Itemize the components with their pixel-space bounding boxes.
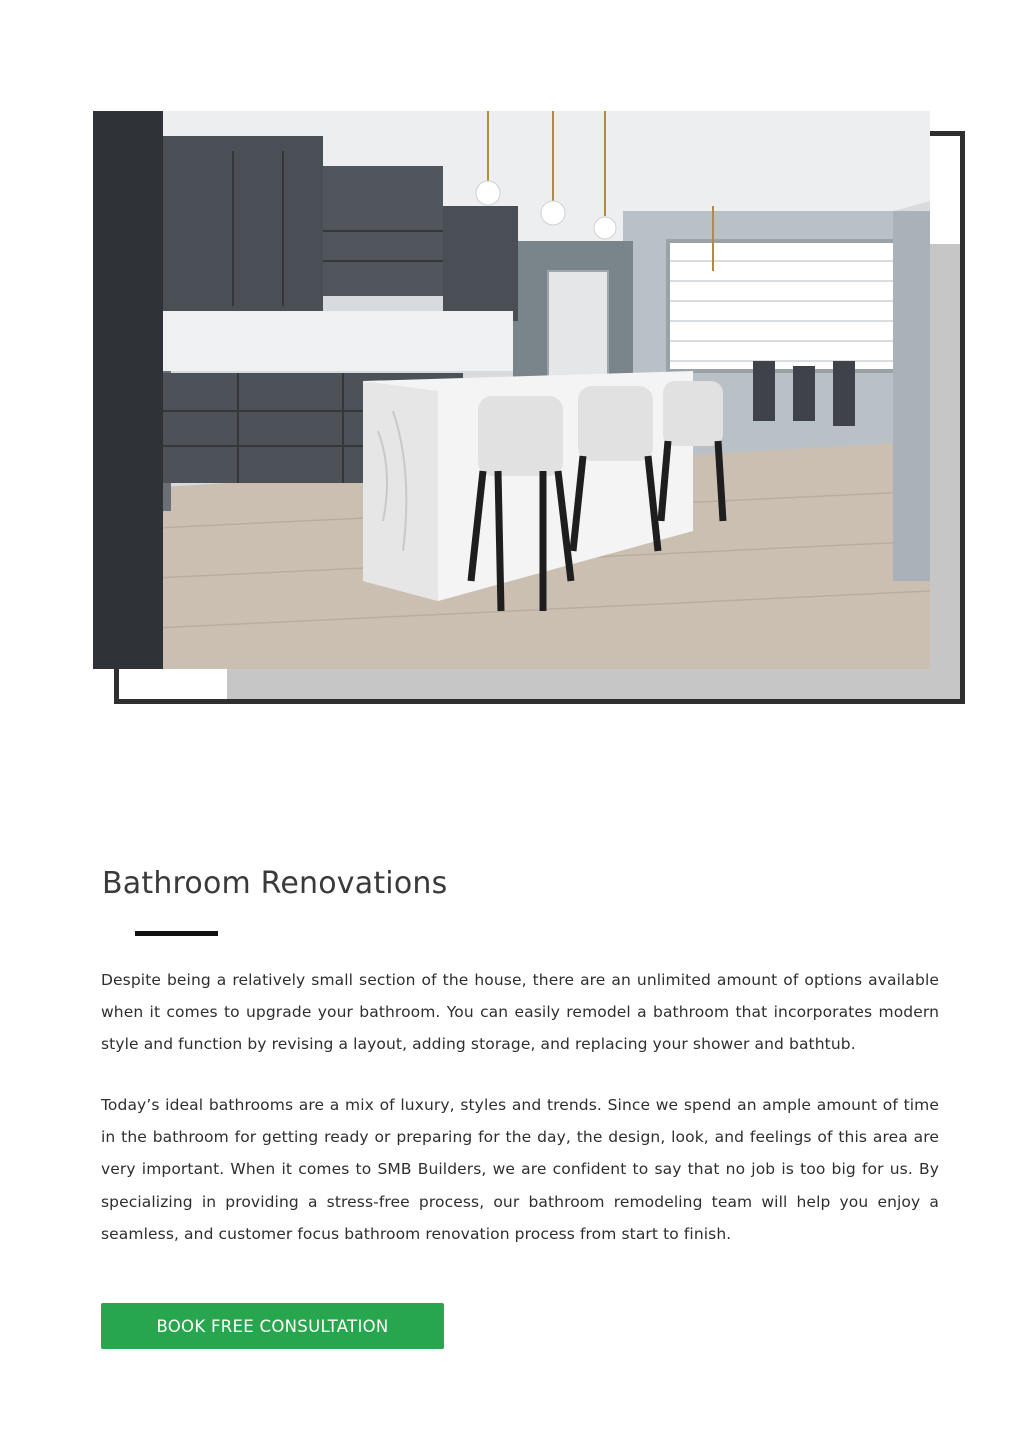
body-paragraph: Today’s ideal bathrooms are a mix of luxury, styles and trends. Since we spend an ample amount of time in the bathroom for getting ready or preparing for the day, the design, look, and feelings of this area are very important. When it comes to SMB Builders, we are confident to say that no job is too big for us. By specializing in providing a stress-free process, our bathroom remodeling team will help you enjoy a seamless, and customer focus bathroom renovation process from start to finish.	[101, 1096, 939, 1243]
title-underline	[135, 931, 218, 936]
kitchen-photo	[93, 111, 930, 669]
intro-paragraph: Despite being a relatively small section of the house, there are an unlimited amount of options available when it comes to upgrade your bathroom. You can easily remodel a bathroom that incorporates modern style and function by revising a layout, adding storage, and replacing your shower and bathtub.	[101, 971, 939, 1054]
page-title: Bathroom Renovations	[102, 866, 448, 901]
book-consultation-button[interactable]: BOOK FREE CONSULTATION	[101, 1303, 444, 1349]
